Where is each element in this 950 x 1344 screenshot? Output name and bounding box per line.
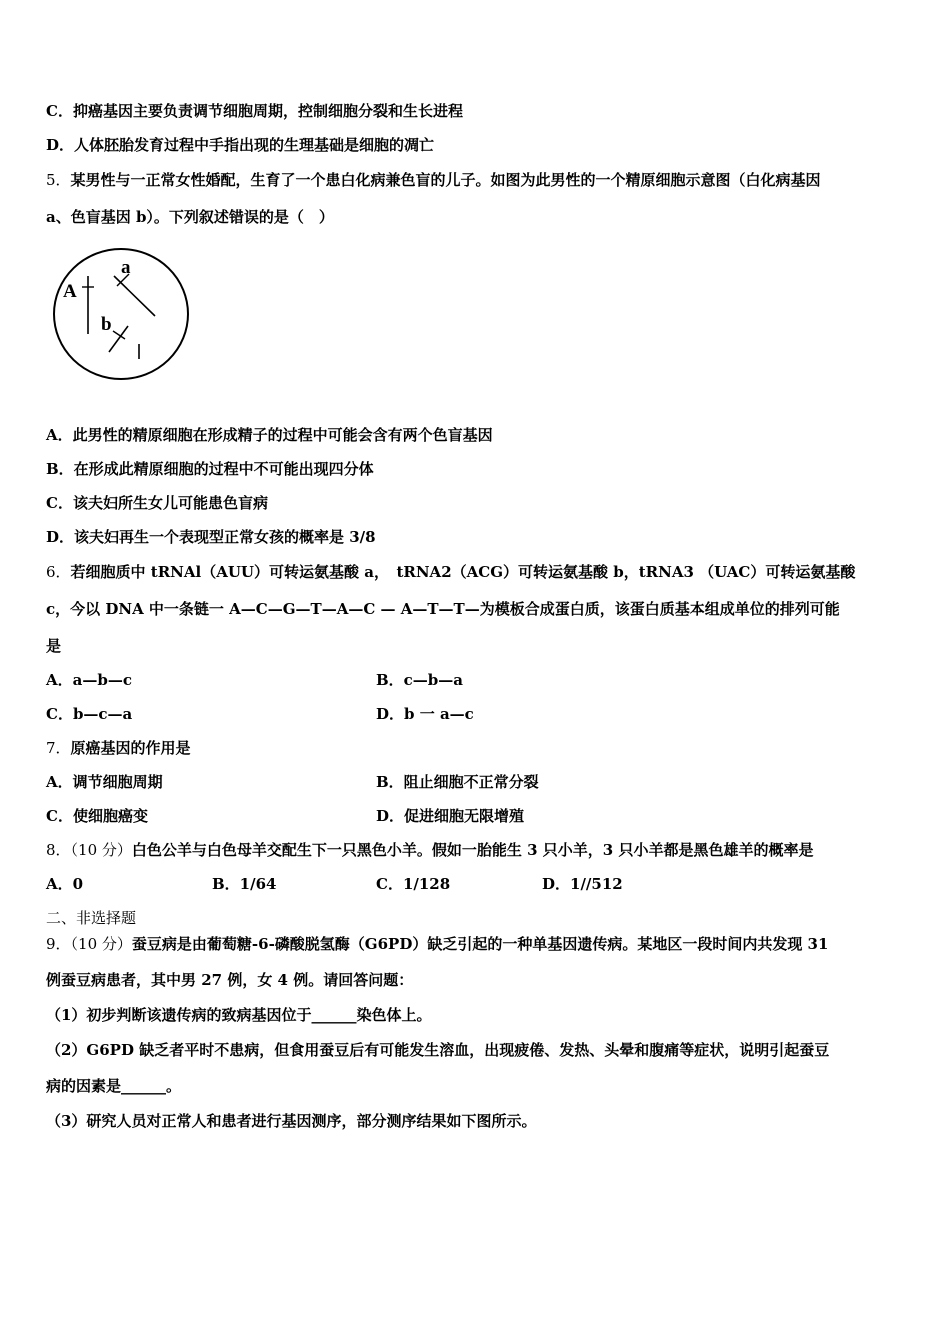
chromosome-b [109, 326, 128, 352]
q9-sub1: （1）初步判断该遗传病的致病基因位于______染色体上。 [46, 1006, 432, 1024]
q5-number: 5． [46, 171, 71, 189]
q5-option-c: C．该夫妇所生女儿可能患色盲病 [46, 494, 268, 512]
q8-option-a: A．0 [46, 875, 84, 893]
q7-number: 7． [46, 739, 71, 757]
q9-sub2-line2: 病的因素是______。 [46, 1077, 182, 1095]
q6-option-b: B．c—b—a [376, 671, 464, 689]
q6-option-c: C．b—c—a [46, 705, 133, 723]
q8-option-c: C．1/128 [376, 875, 451, 893]
q5-stem-line2: a、色盲基因 b）。下列叙述错误的是（ ） [46, 208, 334, 226]
q9-sub3: （3）研究人员对正常人和患者进行基因测序，部分测序结果如下图所示。 [46, 1112, 537, 1130]
q7-option-c: C．使细胞癌变 [46, 807, 148, 825]
q8-option-d: D．1//512 [542, 875, 623, 893]
q6-option-a: A．a—b—c [46, 671, 132, 689]
q4-option-d: D．人体胚胎发育过程中手指出现的生理基础是细胞的凋亡 [46, 136, 435, 154]
q9-stem-line1: 9．（10 分）蚕豆病是由葡萄糖-6-磷酸脱氢酶（G6PD）缺乏引起的一种单基因遗传病。某地区一段时间内共发现 31 [46, 935, 829, 953]
q6-option-d: D．b 一 a—c [376, 705, 474, 723]
q7-option-b: B．阻止细胞不正常分裂 [376, 773, 539, 791]
q9-number: 9． [46, 935, 71, 953]
section-title: 二、非选择题 [46, 909, 137, 927]
q9-stem-line2: 例蚕豆病患者，其中男 27 例，女 4 例。请回答问题： [46, 971, 414, 989]
q5-option-d: D．该夫妇再生一个表现型正常女孩的概率是 3/8 [46, 528, 376, 546]
q7-option-a: A．调节细胞周期 [46, 773, 163, 791]
q7-stem: 7．原癌基因的作用是 [46, 739, 191, 757]
label-A: A [63, 281, 77, 302]
q5-stem-line1: 5．某男性与一正常女性婚配，生育了一个患白化病兼色盲的儿子。如图为此男性的一个精原细胞示意图（白化病基因 [46, 171, 821, 189]
q8-score: （10 分） [70, 841, 132, 859]
q9-score: （10 分） [70, 935, 132, 953]
q6-stem-line1: 6．若细胞质中 tRNAl（AUU）可转运氨基酸 a， tRNA2（ACG）可转运氨基酸 b，tRNA3 （UAC）可转运氨基酸 [46, 563, 856, 581]
q6-stem-line2: c，今以 DNA 中一条链一 A—C—G—T—A—C — A—T—T—为模板合成蛋白质，该蛋白质基本组成单位的排列可能 [46, 600, 840, 618]
label-b: b [101, 314, 112, 335]
q8-stem: 8．（10 分）白色公羊与白色母羊交配生下一只黑色小羊。假如一胎能生 3 只小羊，3 只小羊都是黑色雄羊的概率是 [46, 841, 814, 859]
q8-number: 8． [46, 841, 71, 859]
q5-option-b: B．在形成此精原细胞的过程中不可能出现四分体 [46, 460, 374, 478]
q4-option-c: C．抑癌基因主要负责调节细胞周期，控制细胞分裂和生长进程 [46, 102, 463, 120]
q6-stem-line3: 是 [46, 637, 62, 655]
q7-option-d: D．促进细胞无限增殖 [376, 807, 525, 825]
label-a: a [121, 257, 131, 278]
q9-sub2-line1: （2）G6PD 缺乏者平时不患病，但食用蚕豆后有可能发生溶血，出现疲倦、发热、头晕和腹痛等症状，说明引起蚕豆 [46, 1041, 830, 1059]
q5-option-a: A．此男性的精原细胞在形成精子的过程中可能会含有两个色盲基因 [46, 426, 493, 444]
q6-number: 6． [46, 563, 71, 581]
q8-option-b: B．1/64 [212, 875, 277, 893]
spermatogonium-diagram [50, 244, 195, 384]
